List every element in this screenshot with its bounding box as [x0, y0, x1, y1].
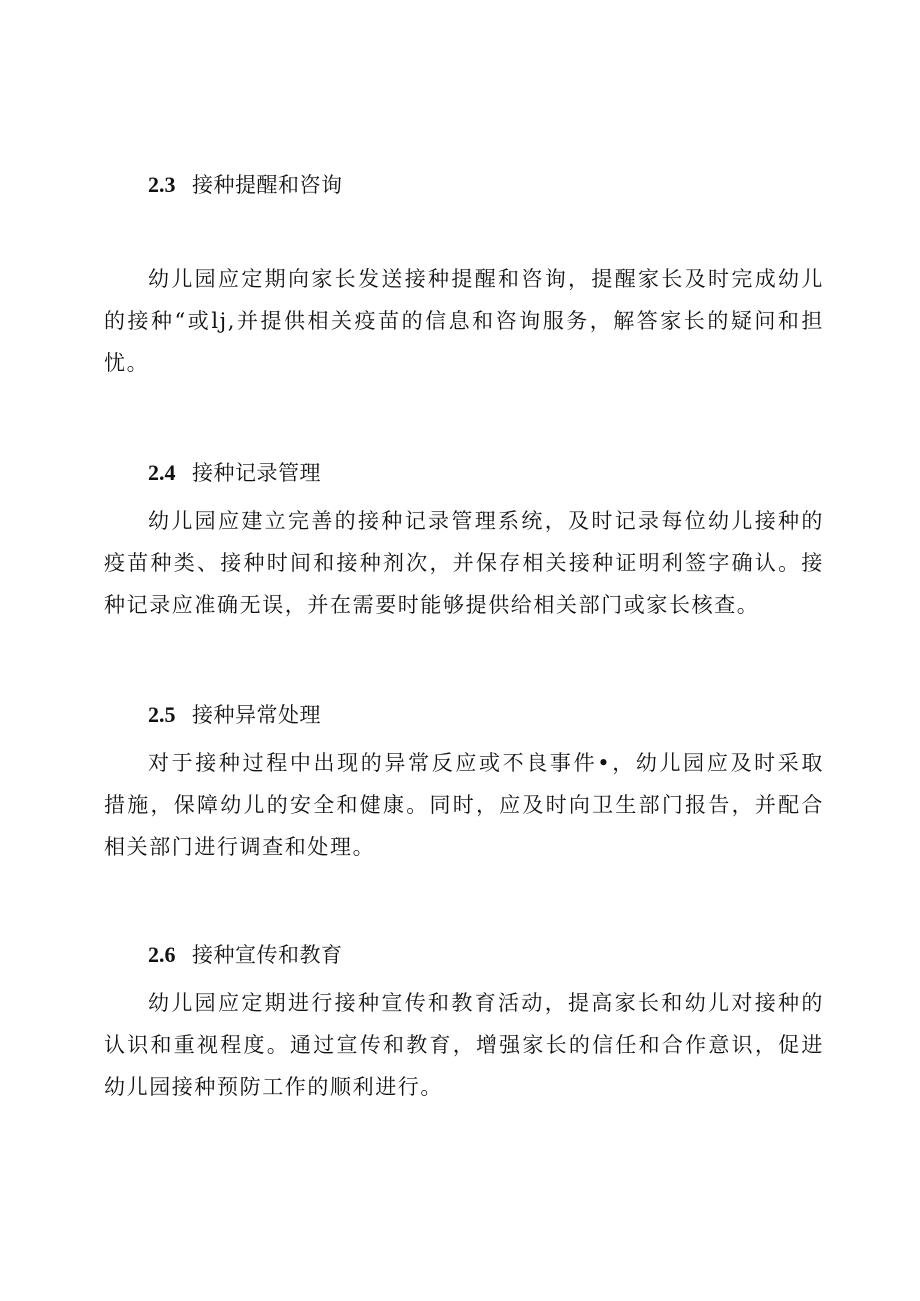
paragraph-line: 幼儿园接种预防工作的顺利进行。: [104, 1075, 443, 1099]
paragraph-line: 相关部门进行调查和处理。: [104, 835, 376, 859]
section-number: 2.3: [148, 172, 176, 197]
section-paragraph: [104, 982, 824, 1108]
section-2-6: [148, 940, 824, 970]
section-paragraph: [104, 742, 824, 868]
paragraph-line: 认识和重视程度。通过宣传和教育，增强家长的信任和合作意识，促进: [104, 1033, 824, 1057]
section-title: 接种异常处理: [192, 703, 321, 727]
section-title: 接种记录管理: [192, 461, 321, 485]
section-heading: [148, 170, 824, 200]
paragraph-line: 对于接种过程中出现的异常反应或不良事件•，幼儿园应及时采取: [148, 751, 824, 775]
section-2-5: [148, 700, 824, 730]
section-number: 2.5: [148, 702, 176, 727]
paragraph-line: 疫苗种类、接种时间和接种剂次，并保存相关接种证明利签字确认。接: [104, 551, 824, 575]
paragraph-line: 措施，保障幼儿的安全和健康。同时，应及时向卫生部门报告，并配合: [104, 793, 824, 817]
section-2-3-body: [104, 258, 824, 384]
paragraph-line: 的接种“或lj,并提供相关疫苗的信息和咨询服务，解答家长的疑问和担: [104, 309, 824, 333]
paragraph-line: 幼儿园应定期进行接种宣传和教育活动，提高家长和幼儿对接种的: [148, 991, 824, 1015]
section-heading: [148, 458, 824, 488]
section-title: 接种提醒和咨询: [192, 173, 343, 197]
paragraph-line: 幼儿园应建立完善的接种记录管理系统，及时记录每位幼儿接种的: [148, 509, 824, 533]
section-2-5-body: [104, 742, 824, 868]
section-2-6-body: [104, 982, 824, 1108]
section-paragraph: [104, 258, 824, 384]
section-title: 接种宣传和教育: [192, 943, 343, 967]
section-2-4: [148, 458, 824, 488]
section-heading: [148, 700, 824, 730]
section-2-3: [148, 170, 824, 200]
section-number: 2.4: [148, 460, 176, 485]
section-number: 2.6: [148, 942, 176, 967]
paragraph-line: 忧。: [104, 351, 150, 375]
section-2-4-body: [104, 500, 824, 626]
section-heading: [148, 940, 824, 970]
paragraph-line: 幼儿园应定期向家长发送接种提醒和咨询，提醒家长及时完成幼儿: [148, 267, 824, 291]
paragraph-line: 种记录应准确无误，并在需要时能够提供给相关部门或家长核查。: [104, 593, 760, 617]
section-paragraph: [104, 500, 824, 626]
